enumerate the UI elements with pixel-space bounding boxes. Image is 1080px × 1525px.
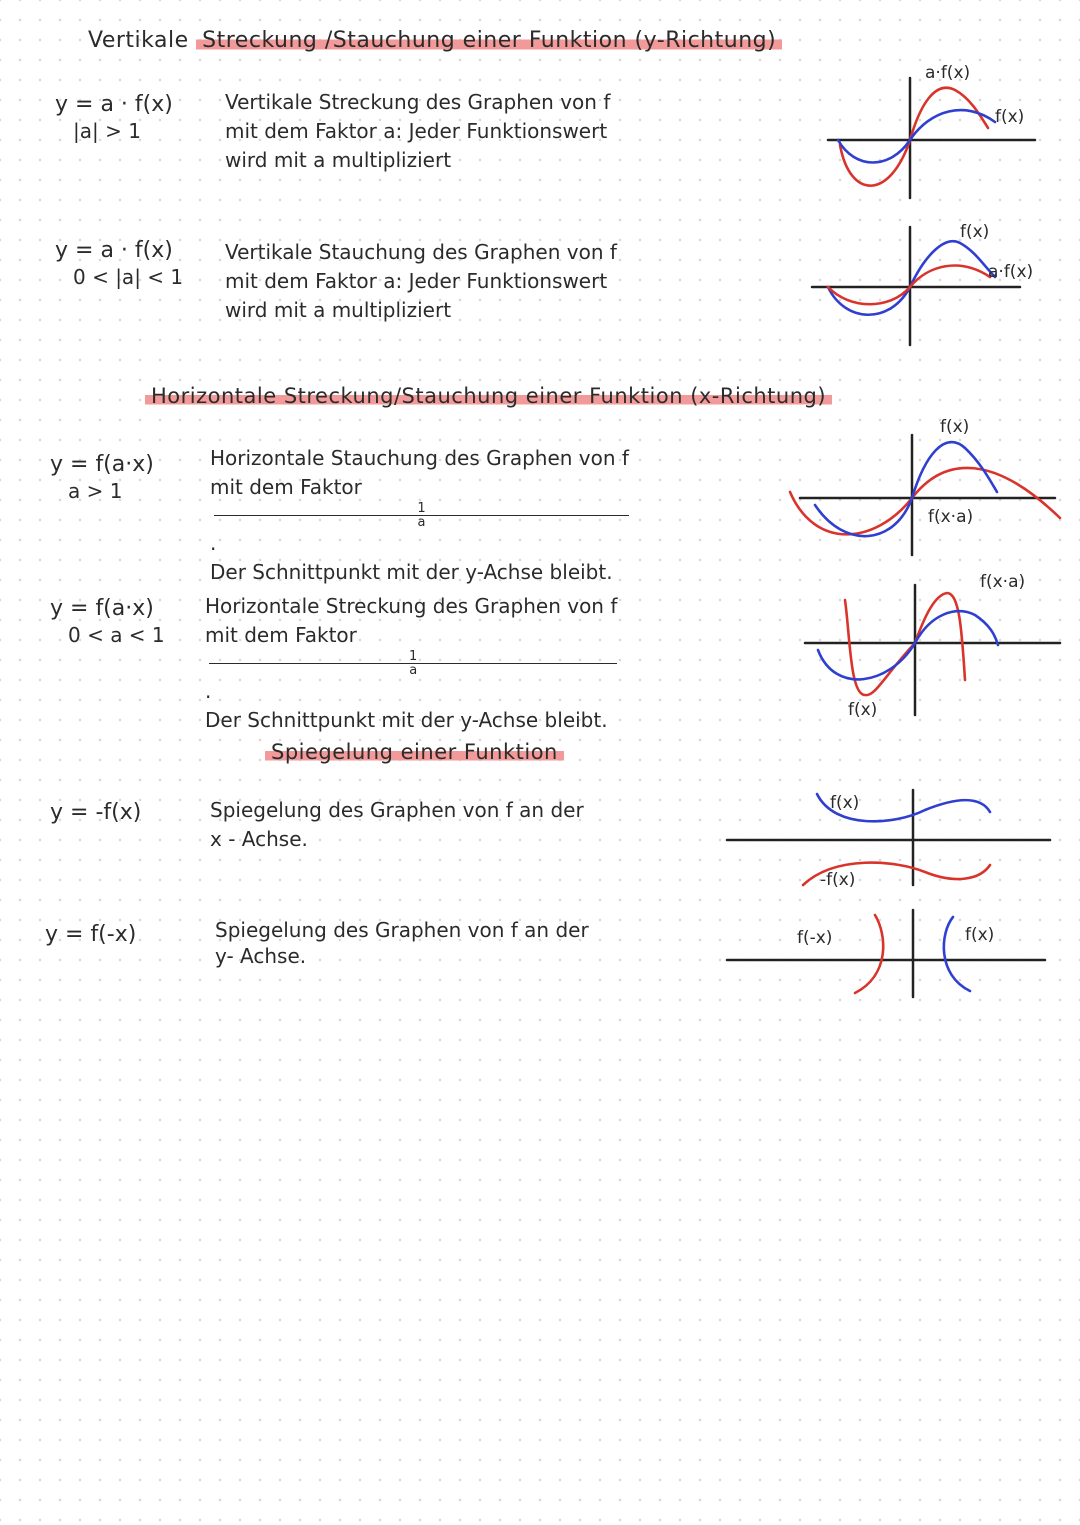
rule-1-description [225, 88, 610, 175]
rule-2-curve-original [828, 241, 995, 315]
rule-5-label-2: -f(x) [820, 870, 856, 890]
rule-3-graph [785, 410, 1070, 560]
rule-4-line-1: Horizontale Streckung des Graphen von f [205, 594, 618, 618]
rule-6-line-2: y- Achse. [215, 944, 307, 968]
rule-1-curve-transformed [840, 88, 988, 186]
rule-3-condition: a > 1 [68, 479, 123, 503]
rule-6-label-1: f(-x) [797, 928, 833, 948]
rule-3-formula-block [50, 452, 154, 504]
rule-2-formula-block [55, 238, 183, 290]
heading-vertical-lead: Vertikale [88, 28, 189, 53]
rule-6-formula-block [45, 922, 136, 948]
rule-4-label-2: f(x) [848, 700, 878, 720]
rule-6-graph [725, 905, 1055, 1000]
rule-6-line-1: Spiegelung des Graphen von f an der [215, 918, 589, 942]
rule-3-fraction-num: 1 [214, 502, 629, 516]
rule-1-condition: |a| > 1 [73, 119, 141, 143]
rule-1-graph [820, 60, 1040, 210]
rule-4-curve-original [818, 611, 998, 679]
rule-5-graph [725, 780, 1055, 890]
rule-3-line-1: Horizontale Stauchung des Graphen von f [210, 446, 629, 470]
rule-2-label-2: a·f(x) [988, 262, 1034, 282]
rule-3-line-2-text: mit dem Faktor [210, 475, 362, 499]
rule-1-line-2: mit dem Faktor a: Jeder Funktionswert [225, 119, 608, 143]
rule-5-description [210, 796, 584, 854]
rule-1-label-1: a·f(x) [925, 63, 971, 83]
rule-3-line-3: Der Schnittpunkt mit der y-Achse bleibt. [210, 560, 613, 584]
rule-3-label-1: f(x) [940, 417, 970, 437]
heading-horizontal [145, 384, 832, 408]
rule-5-formula: y = -f(x) [50, 800, 142, 825]
rule-1-formula-block [55, 92, 173, 144]
rule-6-label-2: f(x) [965, 925, 995, 945]
rule-3-fraction-den: a [417, 515, 426, 530]
rule-4-description [205, 592, 617, 735]
rule-4-label-1: f(x·a) [980, 572, 1026, 592]
rule-4-line-3: Der Schnittpunkt mit der y-Achse bleibt. [205, 708, 608, 732]
rule-3-curve-original [790, 468, 1060, 534]
rule-3-fraction [214, 502, 629, 529]
rule-2-line-1: Vertikale Stauchung des Graphen von f [225, 240, 617, 264]
rule-4-graph [790, 565, 1070, 725]
heading-mirror-text: Spiegelung einer Funktion [265, 740, 564, 764]
rule-5-label-1: f(x) [830, 793, 860, 813]
rule-2-label-1: f(x) [960, 222, 990, 242]
rule-6-description [215, 916, 589, 967]
heading-vertical-rest: Streckung /Stauchung einer Funktion (y-Richtung) [196, 28, 782, 53]
rule-4-fraction-num: 1 [209, 650, 617, 664]
rule-4-condition: 0 < a < 1 [68, 623, 165, 647]
rule-4-fraction [209, 650, 617, 677]
rule-6-curve-mirrored [855, 915, 883, 993]
rule-2-line-2: mit dem Faktor a: Jeder Funktionswert [225, 269, 608, 293]
rule-3-description [210, 444, 629, 587]
rule-4-line-2: mit dem Faktor 1 a . [205, 621, 617, 706]
rule-6-formula: y = f(-x) [45, 922, 137, 947]
rule-5-line-1: Spiegelung des Graphen von f an der [210, 798, 584, 822]
rule-3-line-2: mit dem Faktor 1 a . [210, 473, 629, 558]
rule-2-line-3: wird mit a multipliziert [225, 298, 452, 322]
rule-5-formula-block [50, 800, 141, 826]
rule-4-fraction-den: a [409, 663, 418, 678]
rule-4-formula-block [50, 596, 165, 648]
rule-2-formula: y = a · f(x) [55, 238, 173, 263]
heading-vertical [88, 28, 782, 53]
heading-horizontal-text: Horizontale Streckung/Stauchung einer Funktion (x-Richtung) [145, 384, 832, 408]
rule-1-line-1: Vertikale Streckung des Graphen von f [225, 90, 611, 114]
rule-4-formula: y = f(a·x) [50, 596, 154, 621]
rule-4-line-2-text: mit dem Faktor [205, 623, 357, 647]
rule-1-line-3: wird mit a multipliziert [225, 148, 452, 172]
rule-1-formula: y = a · f(x) [55, 92, 173, 117]
rule-3-label-2: f(x·a) [928, 507, 974, 527]
rule-2-description [225, 238, 617, 325]
rule-3-formula: y = f(a·x) [50, 452, 154, 477]
rule-5-line-2: x - Achse. [210, 827, 308, 851]
rule-2-condition: 0 < |a| < 1 [73, 265, 184, 289]
rule-2-graph [810, 215, 1050, 350]
heading-mirror [265, 740, 564, 764]
rule-1-label-2: f(x) [995, 107, 1025, 127]
